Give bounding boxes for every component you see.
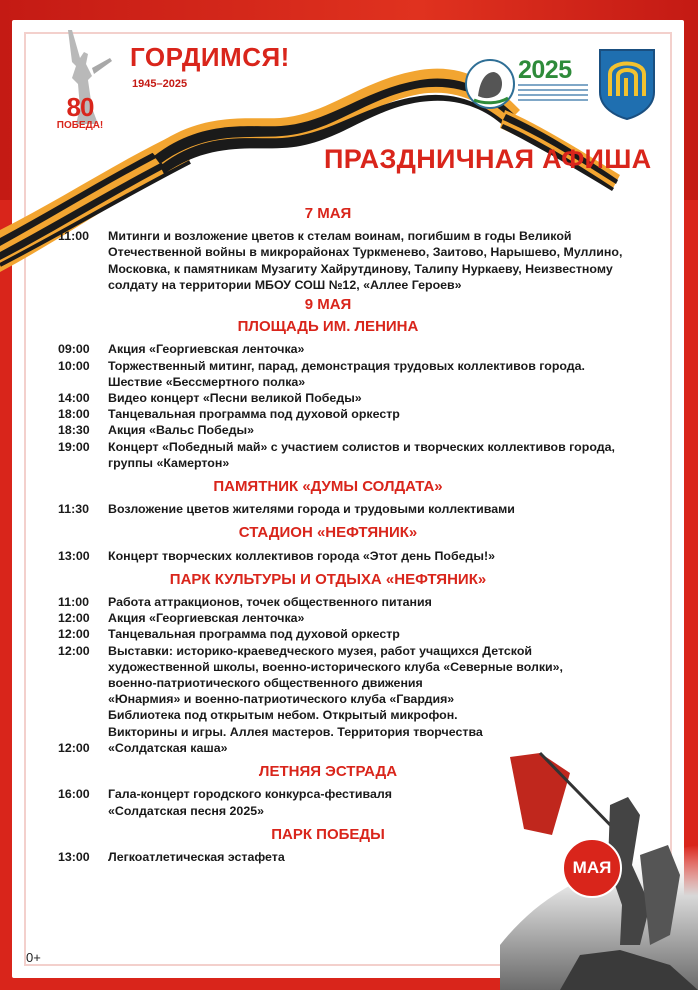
event-description-line: Выставки: историко-краеведческого музея, работ учащихся Детской: [108, 643, 533, 658]
poster-title: ПРАЗДНИЧНАЯ АФИША: [324, 144, 652, 174]
section-heading: СТАДИОН «НЕФТЯНИК»: [238, 524, 418, 542]
event-description: [108, 594, 658, 610]
event-description: [108, 548, 658, 564]
event-description: [108, 406, 658, 422]
section-heading: ПЛОЩАДЬ ИМ. ЛЕНИНА: [237, 318, 419, 336]
event-description-line: Концерт «Победный май» с участием солистов и творческих коллективов города,: [108, 439, 615, 454]
event-description: [108, 643, 658, 740]
header-title: ГОРДИМСЯ!: [130, 42, 290, 72]
section-heading: 9 МАЯ: [304, 296, 352, 314]
schedule-item: [58, 439, 658, 471]
event-time: 12:00: [58, 643, 90, 658]
event-description-line: Библиотека под открытым небом. Открытый микрофон.: [108, 708, 458, 723]
event-description-line: Отечественной войны в микрорайонах Туркменево, Заитово, Нарышево, Муллино,: [108, 245, 623, 260]
year-logo-caption-icon: [518, 84, 588, 104]
schedule-item: [58, 643, 658, 740]
event-description: [108, 228, 658, 293]
event-description: [108, 610, 658, 626]
schedule-item: [58, 358, 658, 390]
section-heading: ПАРК КУЛЬТУРЫ И ОТДЫХА «НЕФТЯНИК»: [169, 570, 487, 588]
event-description-line: военно-патриотического общественного движения: [108, 676, 423, 691]
event-description-line: Танцевальная программа под духовой оркестр: [108, 627, 400, 642]
event-description: [108, 390, 658, 406]
event-description: [108, 626, 658, 642]
event-description-line: Гала-концерт городского конкурса-фестиваля: [108, 787, 392, 802]
schedule-item: [58, 626, 658, 642]
event-time: 11:00: [58, 229, 90, 244]
event-description: [108, 358, 658, 390]
event-description-line: Концерт творческих коллективов города «Этот день Победы!»: [108, 548, 495, 563]
schedule-item: [58, 341, 658, 357]
schedule-item: [58, 501, 658, 517]
section-heading: 7 МАЯ: [304, 205, 352, 222]
schedule-item: [58, 594, 658, 610]
event-description-line: «Солдатская каша»: [108, 740, 228, 755]
event-time: 12:00: [58, 611, 90, 626]
event-description-line: Митинги и возложение цветов к стелам воинам, погибшим в годы Великой: [108, 229, 572, 244]
schedule-item: [58, 548, 658, 564]
event-description-line: Московка, к памятникам Музагиту Хайрутдинову, Талипу Нуркаеву, Неизвестному: [108, 261, 613, 276]
event-description: [108, 501, 658, 517]
event-description-line: солдату на территории МБОУ СОШ №12, «Аллее Героев»: [108, 277, 462, 292]
event-time: 19:00: [58, 439, 90, 454]
age-rating: 0+: [26, 950, 41, 965]
event-description-line: Шествие «Бессмертного полка»: [108, 374, 306, 389]
event-description-line: Танцевальная программа под духовой оркестр: [108, 407, 400, 422]
schedule-item: [58, 406, 658, 422]
event-time: 14:00: [58, 391, 90, 406]
section-heading: ПАРК ПОБЕДЫ: [271, 825, 385, 843]
event-time: 16:00: [58, 787, 90, 802]
event-description-line: Легкоатлетическая эстафета: [108, 849, 285, 864]
event-description-line: Акция «Вальс Победы»: [108, 423, 254, 438]
event-description-line: Акция «Георгиевская ленточка»: [108, 611, 305, 626]
event-time: 10:00: [58, 358, 90, 373]
event-time: 18:30: [58, 423, 90, 438]
event-description-line: «Юнармия» и военно-патриотического клуба «Гвардия»: [108, 692, 455, 707]
event-description: [108, 422, 658, 438]
section-heading: ПАМЯТНИК «ДУМЫ СОЛДАТА»: [213, 478, 443, 496]
schedule-item: [58, 422, 658, 438]
header-years: 1945–2025: [132, 78, 188, 90]
event-description-line: Возложение цветов жителями города и трудовыми коллективами: [108, 502, 515, 517]
museum-logo-icon: [464, 58, 516, 110]
may-badge: МАЯ: [562, 838, 622, 898]
schedule-item: [58, 228, 658, 293]
event-time: 13:00: [58, 548, 90, 563]
badge-number: 80: [66, 92, 94, 122]
event-time: 18:00: [58, 407, 90, 422]
poster-header: [0, 0, 698, 200]
section-heading: ЛЕТНЯЯ ЭСТРАДА: [258, 763, 398, 781]
event-description-line: Работа аттракционов, точек общественного питания: [108, 595, 432, 610]
city-coat-of-arms-icon: [598, 48, 656, 120]
event-description-line: группы «Камертон»: [108, 455, 230, 470]
year-logo: 2025: [518, 56, 572, 84]
event-description: [108, 439, 658, 471]
event-time: 12:00: [58, 740, 90, 755]
event-description-line: Торжественный митинг, парад, демонстрация трудовых коллективов города.: [108, 358, 585, 373]
event-description: [108, 341, 658, 357]
event-time: 11:00: [58, 595, 90, 610]
event-time: 09:00: [58, 342, 90, 357]
event-description-line: художественной школы, военно-исторического клуба «Северные волки»,: [108, 659, 563, 674]
schedule-item: [58, 390, 658, 406]
event-description-line: Видео концерт «Песни великой Победы»: [108, 391, 362, 406]
badge-label: ПОБЕДА!: [56, 120, 104, 131]
event-time: 13:00: [58, 849, 90, 864]
event-description-line: Викторины и игры. Аллея мастеров. Территория творчества: [108, 724, 483, 739]
victory-80-badge: [50, 94, 110, 132]
schedule-item: [58, 610, 658, 626]
event-time: 11:30: [58, 502, 90, 517]
event-description-line: «Солдатская песня 2025»: [108, 803, 265, 818]
event-description-line: Акция «Георгиевская ленточка»: [108, 342, 305, 357]
event-time: 12:00: [58, 627, 90, 642]
